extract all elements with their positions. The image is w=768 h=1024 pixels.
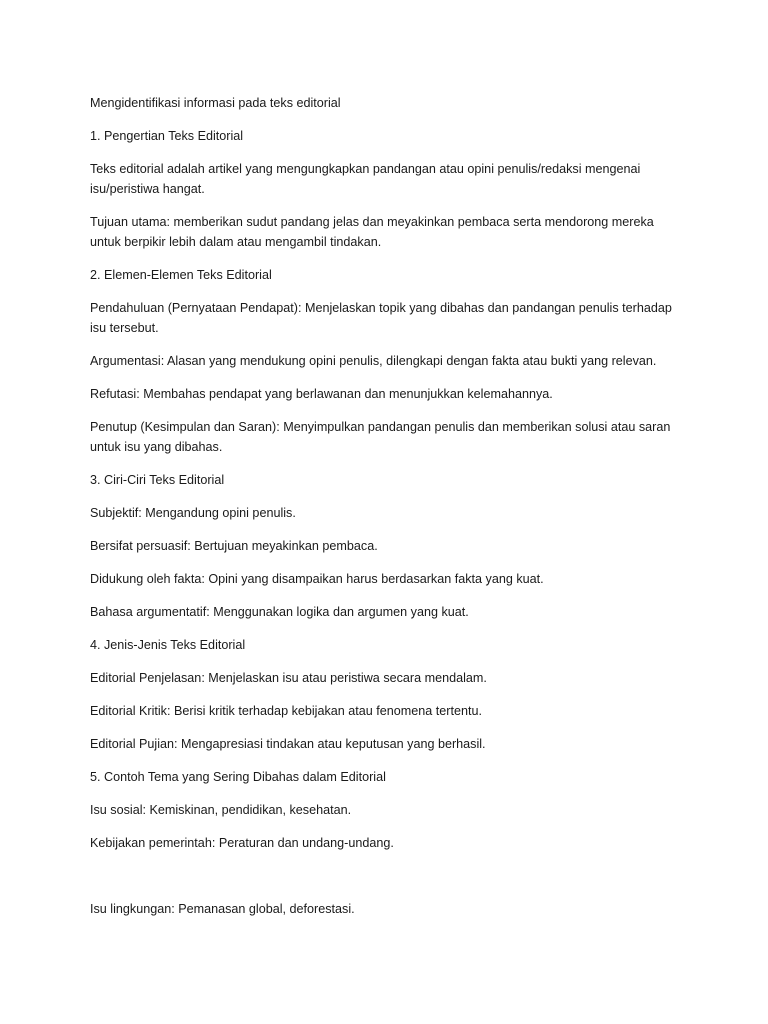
section-heading-1: 1. Pengertian Teks Editorial (90, 129, 244, 143)
paragraph: Editorial Kritik: Berisi kritik terhadap kebijakan atau fenomena tertentu. (90, 704, 483, 718)
paragraph: Editorial Pujian: Mengapresiasi tindakan atau keputusan yang berhasil. (90, 737, 486, 751)
paragraph: Pendahuluan (Pernyataan Pendapat): Menjelaskan topik yang dibahas dan pandangan penulis terhadap isu tersebut. (90, 301, 672, 335)
paragraph: Isu lingkungan: Pemanasan global, deforestasi. (90, 902, 355, 916)
paragraph: Bersifat persuasif: Bertujuan meyakinkan pembaca. (90, 539, 378, 553)
paragraph: Bahasa argumentatif: Menggunakan logika dan argumen yang kuat. (90, 605, 469, 619)
paragraph: Refutasi: Membahas pendapat yang berlawanan dan menunjukkan kelemahannya. (90, 387, 553, 401)
paragraph: Isu sosial: Kemiskinan, pendidikan, kesehatan. (90, 803, 352, 817)
section-heading-5: 5. Contoh Tema yang Sering Dibahas dalam Editorial (90, 770, 386, 784)
paragraph: Teks editorial adalah artikel yang mengungkapkan pandangan atau opini penulis/redaksi mengenai isu/peristiwa hangat. (90, 162, 641, 196)
section-heading-3: 3. Ciri-Ciri Teks Editorial (90, 473, 225, 487)
paragraph: Didukung oleh fakta: Opini yang disampaikan harus berdasarkan fakta yang kuat. (90, 572, 544, 586)
paragraph: Tujuan utama: memberikan sudut pandang jelas dan meyakinkan pembaca serta mendorong mereka untuk berpikir lebih dalam atau mengambil tindakan. (90, 215, 654, 249)
paragraph: Editorial Penjelasan: Menjelaskan isu atau peristiwa secara mendalam. (90, 671, 487, 685)
section-heading-2: 2. Elemen-Elemen Teks Editorial (90, 268, 272, 282)
section-heading-4: 4. Jenis-Jenis Teks Editorial (90, 638, 246, 652)
paragraph: Subjektif: Mengandung opini penulis. (90, 506, 296, 520)
paragraph: Penutup (Kesimpulan dan Saran): Menyimpulkan pandangan penulis dan memberikan solusi atau saran untuk isu yang dibahas. (90, 420, 671, 454)
document-body (90, 93, 680, 932)
document-title: Mengidentifikasi informasi pada teks editorial (90, 96, 341, 110)
paragraph: Kebijakan pemerintah: Peraturan dan undang-undang. (90, 836, 394, 850)
paragraph: Argumentasi: Alasan yang mendukung opini penulis, dilengkapi dengan fakta atau bukti yang relevan. (90, 354, 657, 368)
